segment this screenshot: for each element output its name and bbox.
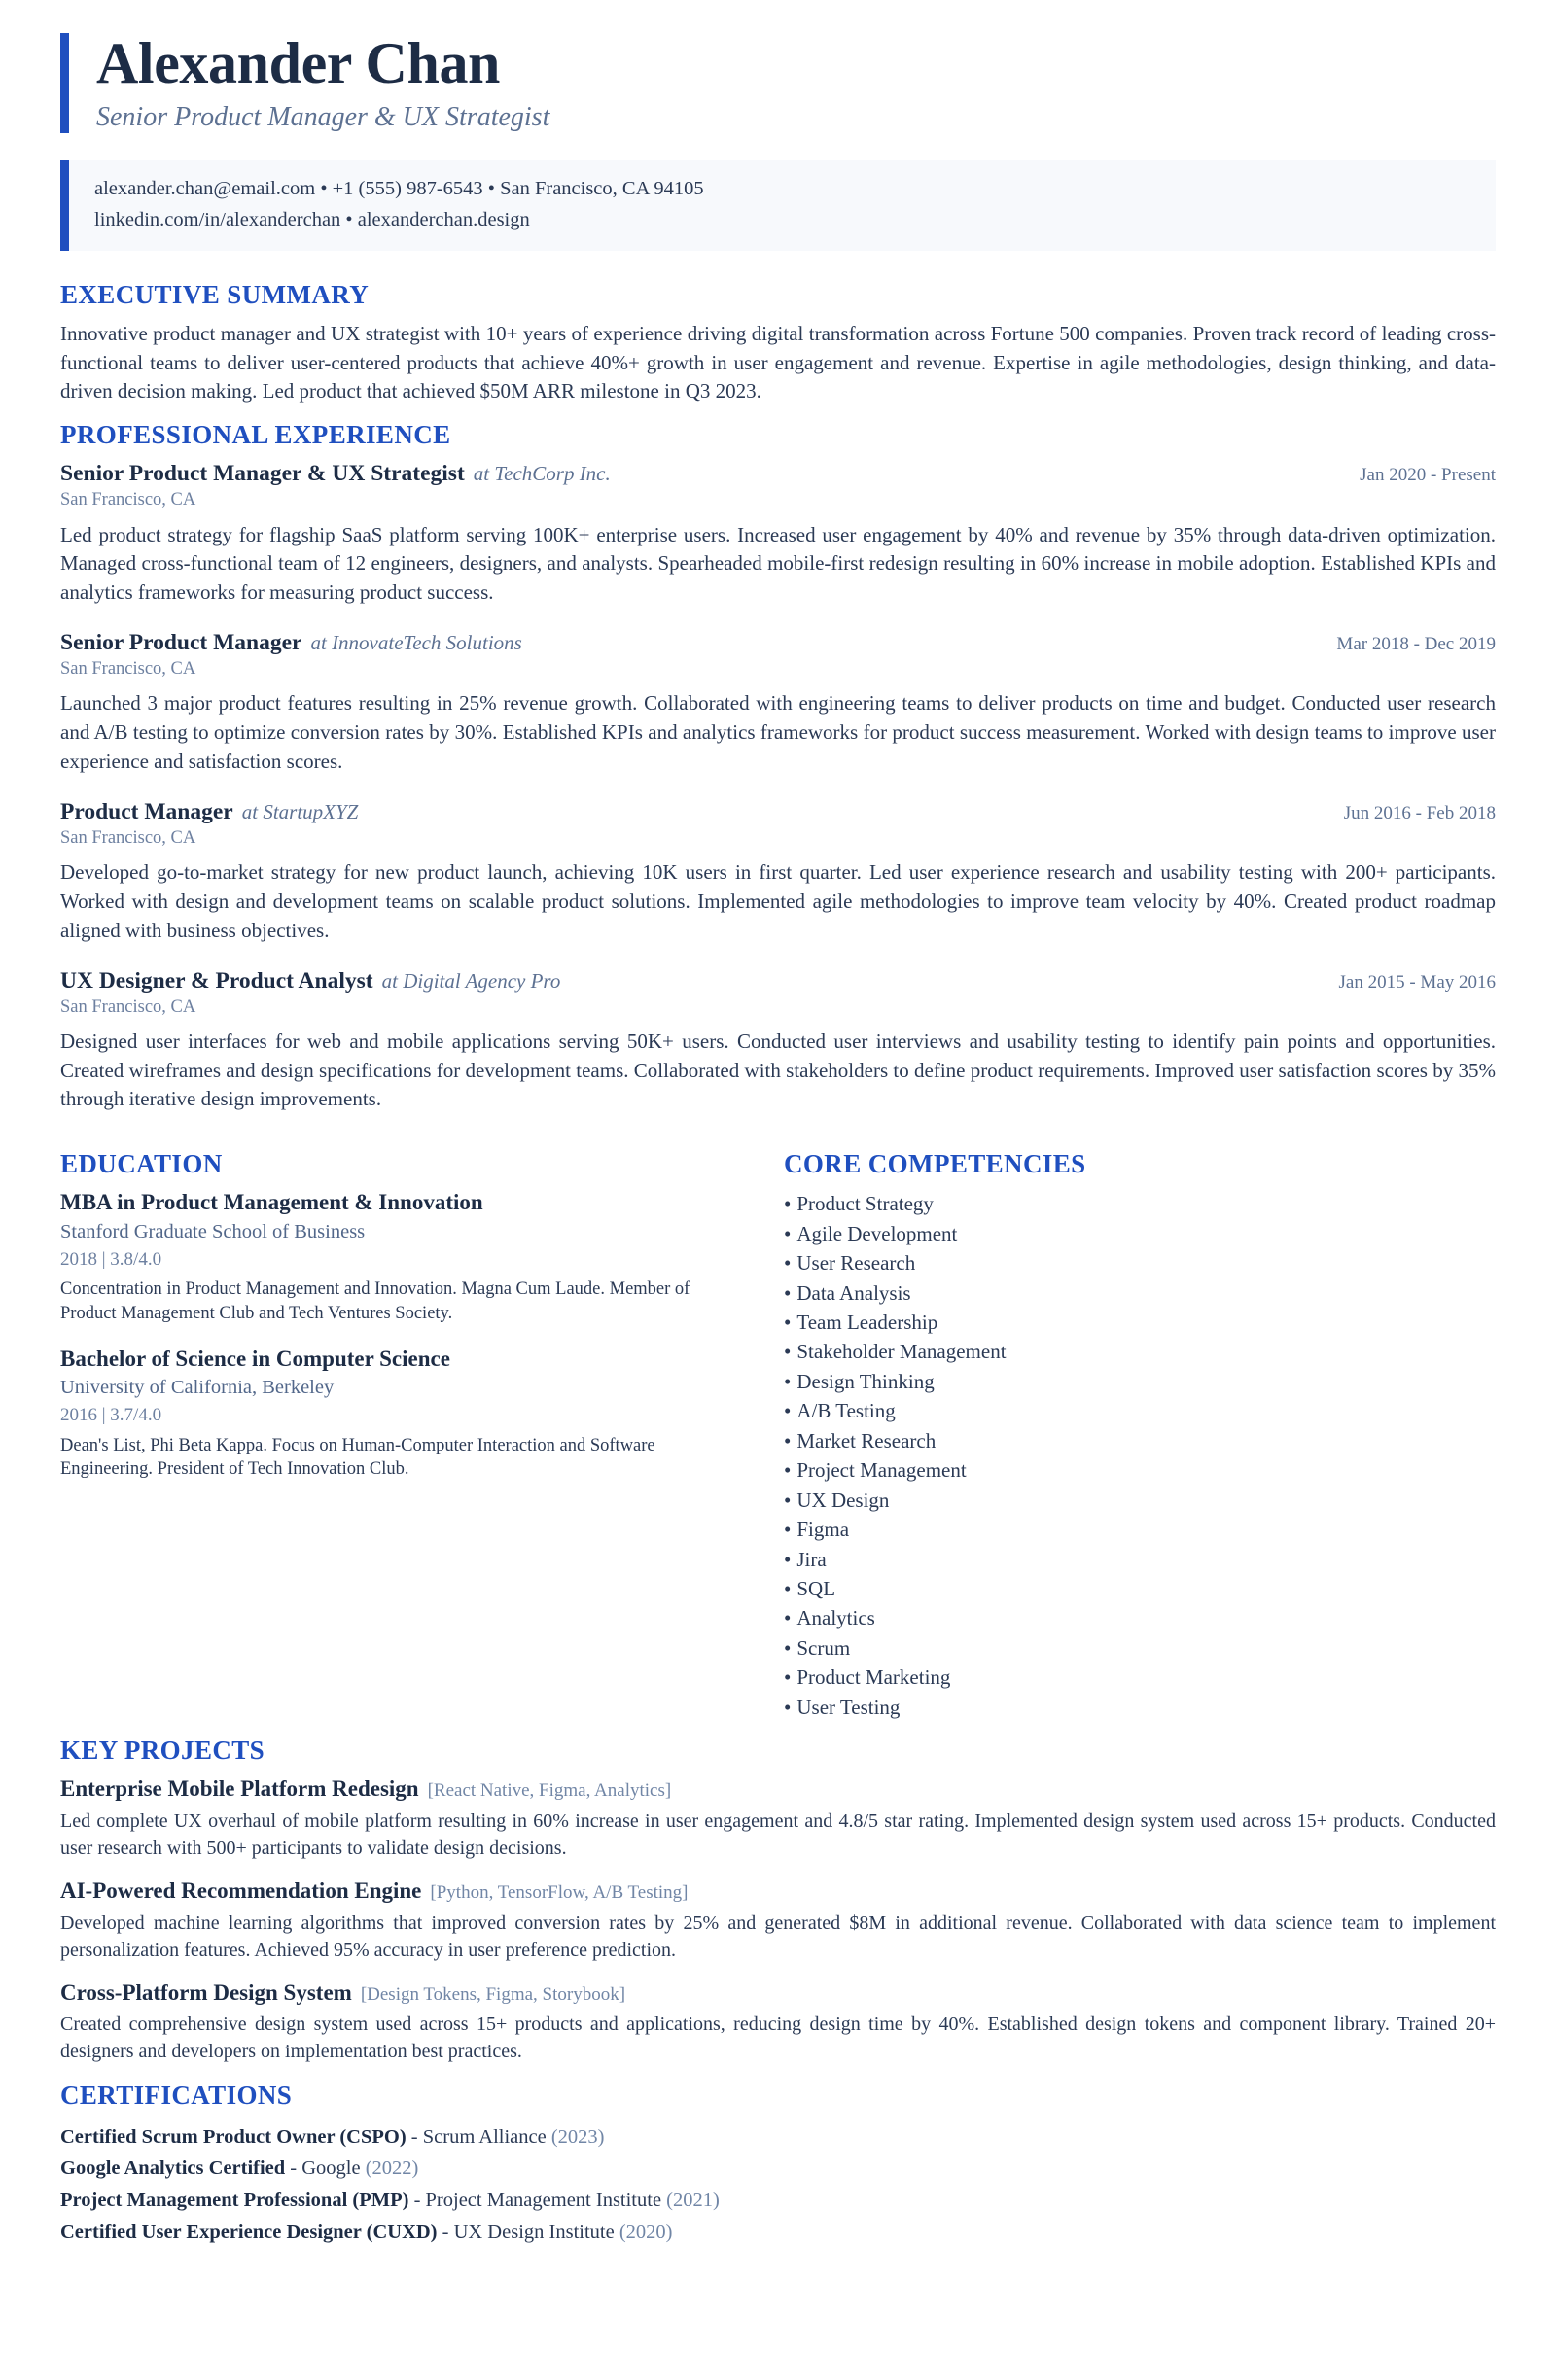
education-degree: Bachelor of Science in Computer Science	[60, 1346, 450, 1371]
project-tech-stack: [React Native, Figma, Analytics]	[427, 1780, 672, 1802]
competency-label: Stakeholder Management	[796, 1340, 1007, 1364]
competency-label: Analytics	[796, 1606, 875, 1630]
competency-label: UX Design	[796, 1488, 890, 1512]
certification-year: (2020)	[619, 2221, 673, 2243]
competency-item	[784, 1248, 1496, 1278]
competency-item	[784, 1603, 1496, 1632]
education-entry	[60, 1346, 741, 1482]
experience-entry-title-group	[60, 967, 560, 995]
resume-header	[60, 33, 1496, 133]
job-company: at TechCorp Inc.	[473, 462, 611, 486]
certification-issuer: - Google	[285, 2157, 366, 2180]
section-professional-experience	[60, 420, 1496, 1114]
experience-entry-title-group	[60, 629, 522, 656]
bullet-icon: •	[784, 1606, 792, 1630]
project-description: Created comprehensive design system used across 15+ products and applications, reducing design time by 40%. Established design tokens and component library. Trained 20+ designers and developers on implementation best practices.	[60, 2013, 1496, 2063]
experience-list	[60, 460, 1496, 1114]
candidate-name: Alexander Chan	[96, 31, 501, 95]
certification-issuer: - UX Design Institute	[437, 2221, 619, 2243]
project-entry-header	[60, 1775, 1496, 1803]
competency-label: Design Thinking	[796, 1369, 935, 1393]
experience-entry-title-group	[60, 460, 611, 487]
section-title-summary: EXECUTIVE SUMMARY	[60, 279, 370, 309]
competency-item	[784, 1455, 1496, 1485]
education-list	[60, 1189, 741, 1482]
competency-label: Agile Development	[796, 1221, 958, 1245]
bullet-icon: •	[784, 1518, 792, 1542]
project-entry-header	[60, 1979, 1496, 2008]
competency-item	[784, 1515, 1496, 1544]
competency-item	[784, 1308, 1496, 1337]
bullet-icon: •	[784, 1369, 792, 1393]
project-name: AI-Powered Recommendation Engine	[60, 1877, 422, 1903]
section-certifications	[60, 2081, 1496, 2248]
job-dates: Jan 2015 - May 2016	[1338, 971, 1496, 993]
bullet-icon: •	[784, 1576, 792, 1600]
competency-label: Product Strategy	[796, 1192, 934, 1216]
experience-entry	[60, 798, 1496, 946]
job-dates: Jun 2016 - Feb 2018	[1343, 802, 1496, 823]
certifications-list	[60, 2121, 1496, 2249]
certification-item	[60, 2121, 1496, 2153]
section-key-projects	[60, 1735, 1496, 2065]
bullet-icon: •	[784, 1192, 792, 1216]
competency-item	[784, 1662, 1496, 1692]
competency-item	[784, 1545, 1496, 1574]
job-description: Developed go-to-market strategy for new product launch, achieving 10K users in first quarter. Led user experience research and usability testing with 200+ participants. Worked with design and development teams on scalable product solutions. Implemented agile methodologies to improve team velocity by 40%. Created product roadmap aligned with business objectives.	[60, 860, 1496, 942]
competency-item	[784, 1189, 1496, 1218]
competency-item	[784, 1693, 1496, 1722]
bullet-icon: •	[784, 1428, 792, 1452]
competency-item	[784, 1367, 1496, 1396]
competency-item	[784, 1278, 1496, 1308]
project-name: Cross-Platform Design System	[60, 1979, 352, 2005]
competency-label: Jira	[796, 1547, 827, 1571]
project-name: Enterprise Mobile Platform Redesign	[60, 1776, 419, 1802]
certification-issuer: - Project Management Institute	[408, 2189, 667, 2212]
competency-label: Team Leadership	[796, 1311, 938, 1335]
experience-entry-header	[60, 967, 1496, 995]
education-school: Stanford Graduate School of Business	[60, 1221, 366, 1243]
certification-name: Certified User Experience Designer (CUXD)	[60, 2221, 438, 2243]
section-title-competencies: CORE COMPETENCIES	[784, 1149, 1086, 1179]
section-title-projects: KEY PROJECTS	[60, 1735, 265, 1766]
education-entry	[60, 1189, 741, 1325]
job-title: Product Manager	[60, 798, 233, 824]
education-year-gpa: 2016 | 3.7/4.0	[60, 1404, 162, 1425]
experience-entry-header	[60, 798, 1496, 825]
experience-entry-header	[60, 629, 1496, 656]
competency-item	[784, 1396, 1496, 1425]
project-tech-stack: [Design Tokens, Figma, Storybook]	[360, 1983, 626, 2005]
competency-label: Market Research	[796, 1428, 937, 1452]
job-company: at StartupXYZ	[241, 799, 359, 823]
education-competencies-row	[60, 1136, 1496, 1722]
job-title: UX Designer & Product Analyst	[60, 967, 373, 994]
education-year-gpa: 2018 | 3.8/4.0	[60, 1248, 162, 1270]
experience-entry-header	[60, 460, 1496, 487]
candidate-tagline: Senior Product Manager & UX Strategist	[96, 101, 550, 132]
education-column	[60, 1136, 741, 1722]
job-location: San Francisco, CA	[60, 997, 196, 1017]
bullet-icon: •	[784, 1311, 792, 1335]
job-dates: Jan 2020 - Present	[1360, 465, 1496, 486]
project-entry	[60, 1979, 1496, 2066]
competency-label: A/B Testing	[796, 1399, 896, 1423]
job-description: Led product strategy for flagship SaaS platform serving 100K+ enterprise users. Increased user engagement by 40% and revenue by 35% through data-driven optimization. Managed cross-functional team of 12 engineers, designers, and analysts. Spearheaded mobile-first redesign resulting in 60% increase in mobile adoption. Established KPIs and analytics frameworks for measuring product success.	[60, 522, 1496, 605]
competency-item	[784, 1574, 1496, 1603]
section-executive-summary	[60, 280, 1496, 406]
education-detail: Dean's List, Phi Beta Kappa. Focus on Human-Computer Interaction and Software Engineering. President of Tech Innovation Club.	[60, 1435, 655, 1480]
certification-year: (2022)	[365, 2157, 419, 2180]
job-description: Launched 3 major product features resulting in 25% revenue growth. Collaborated with engineering teams to deliver products on time and budget. Conducted user research and A/B testing to optimize conversion rates by 30%. Established KPIs and analytics frameworks for product success measurement. Worked with design teams to improve user experience and satisfaction scores.	[60, 691, 1496, 773]
experience-entry	[60, 629, 1496, 777]
competency-item	[784, 1337, 1496, 1366]
bullet-icon: •	[784, 1695, 792, 1719]
certification-name: Project Management Professional (PMP)	[60, 2189, 409, 2212]
competency-label: Product Marketing	[796, 1665, 951, 1690]
project-entry	[60, 1877, 1496, 1964]
contact-line-secondary: linkedin.com/in/alexanderchan • alexanderchan.design	[94, 208, 530, 230]
job-title: Senior Product Manager	[60, 630, 302, 655]
bullet-icon: •	[784, 1221, 792, 1245]
experience-entry	[60, 967, 1496, 1115]
certification-name: Google Analytics Certified	[60, 2157, 286, 2180]
contact-line-primary: alexander.chan@email.com • +1 (555) 987-6543 • San Francisco, CA 94105	[94, 178, 704, 200]
job-company: at InnovateTech Solutions	[310, 631, 522, 654]
competency-label: Data Analysis	[796, 1280, 911, 1305]
job-title: Senior Product Manager & UX Strategist	[60, 461, 465, 487]
section-title-experience: PROFESSIONAL EXPERIENCE	[60, 420, 451, 450]
education-degree: MBA in Product Management & Innovation	[60, 1190, 483, 1215]
education-school: University of California, Berkeley	[60, 1377, 335, 1399]
section-title-certifications: CERTIFICATIONS	[60, 2081, 293, 2111]
job-description: Designed user interfaces for web and mobile applications serving 50K+ users. Conducted user interviews and usability testing to identify pain points and opportunities. Created wireframes and design specifications for development teams. Collaborated with stakeholders to define product requirements. Improved user satisfaction scores by 35% through iterative design improvements.	[60, 1029, 1496, 1111]
bullet-icon: •	[784, 1458, 792, 1483]
project-description: Developed machine learning algorithms that improved conversion rates by 25% and generated $8M in additional revenue. Collaborated with data science team to implement personalization features. Achieved 95% accuracy in user preference prediction.	[60, 1911, 1496, 1961]
competencies-list	[784, 1189, 1496, 1722]
competencies-column	[784, 1136, 1496, 1722]
bullet-icon: •	[784, 1665, 792, 1690]
job-location: San Francisco, CA	[60, 490, 196, 510]
project-tech-stack: [Python, TensorFlow, A/B Testing]	[430, 1881, 689, 1903]
job-dates: Mar 2018 - Dec 2019	[1336, 634, 1496, 654]
bullet-icon: •	[784, 1488, 792, 1512]
certification-item	[60, 2152, 1496, 2185]
bullet-icon: •	[784, 1340, 792, 1364]
education-detail: Concentration in Product Management and Innovation. Magna Cum Laude. Member of Product Management Club and Tech Ventures Society.	[60, 1279, 690, 1323]
bullet-icon: •	[784, 1280, 792, 1305]
contact-bar	[60, 160, 1496, 251]
certification-year: (2023)	[550, 2125, 605, 2148]
certification-item	[60, 2217, 1496, 2249]
certification-year: (2021)	[666, 2189, 720, 2212]
bullet-icon: •	[784, 1251, 792, 1276]
project-entry-header	[60, 1877, 1496, 1906]
bullet-icon: •	[784, 1547, 792, 1571]
job-location: San Francisco, CA	[60, 659, 196, 680]
competency-item	[784, 1426, 1496, 1455]
project-entry	[60, 1775, 1496, 1862]
competency-item	[784, 1633, 1496, 1662]
certification-issuer: - Scrum Alliance	[406, 2125, 551, 2148]
competency-label: Project Management	[796, 1458, 967, 1483]
bullet-icon: •	[784, 1399, 792, 1423]
certification-name: Certified Scrum Product Owner (CSPO)	[60, 2125, 407, 2148]
competency-label: User Research	[796, 1251, 916, 1276]
job-company: at Digital Agency Pro	[381, 968, 561, 993]
competency-item	[784, 1486, 1496, 1515]
projects-list	[60, 1775, 1496, 2065]
project-description: Led complete UX overhaul of mobile platform resulting in 60% increase in user engagement and 4.8/5 star rating. Implemented design system used across 15+ products. Conducted user research with 500+ participants to validate design decisions.	[60, 1809, 1496, 1859]
certification-item	[60, 2185, 1496, 2217]
section-title-education: EDUCATION	[60, 1149, 223, 1179]
competency-label: SQL	[796, 1576, 836, 1600]
experience-entry-title-group	[60, 798, 358, 825]
experience-entry	[60, 460, 1496, 608]
competency-label: User Testing	[796, 1695, 901, 1719]
competency-item	[784, 1219, 1496, 1248]
competency-label: Scrum	[796, 1635, 851, 1660]
summary-text: Innovative product manager and UX strategist with 10+ years of experience driving digital transformation across Fortune 500 companies. Proven track record of leading cross-functional teams to deliver user-centered products that achieve 40%+ growth in user engagement and revenue. Expertise in agile methodologies, design thinking, and data-driven decision making. Led product that achieved $50M ARR milestone in Q3 2023.	[60, 321, 1496, 403]
job-location: San Francisco, CA	[60, 827, 196, 848]
competency-label: Figma	[796, 1518, 850, 1542]
bullet-icon: •	[784, 1635, 792, 1660]
